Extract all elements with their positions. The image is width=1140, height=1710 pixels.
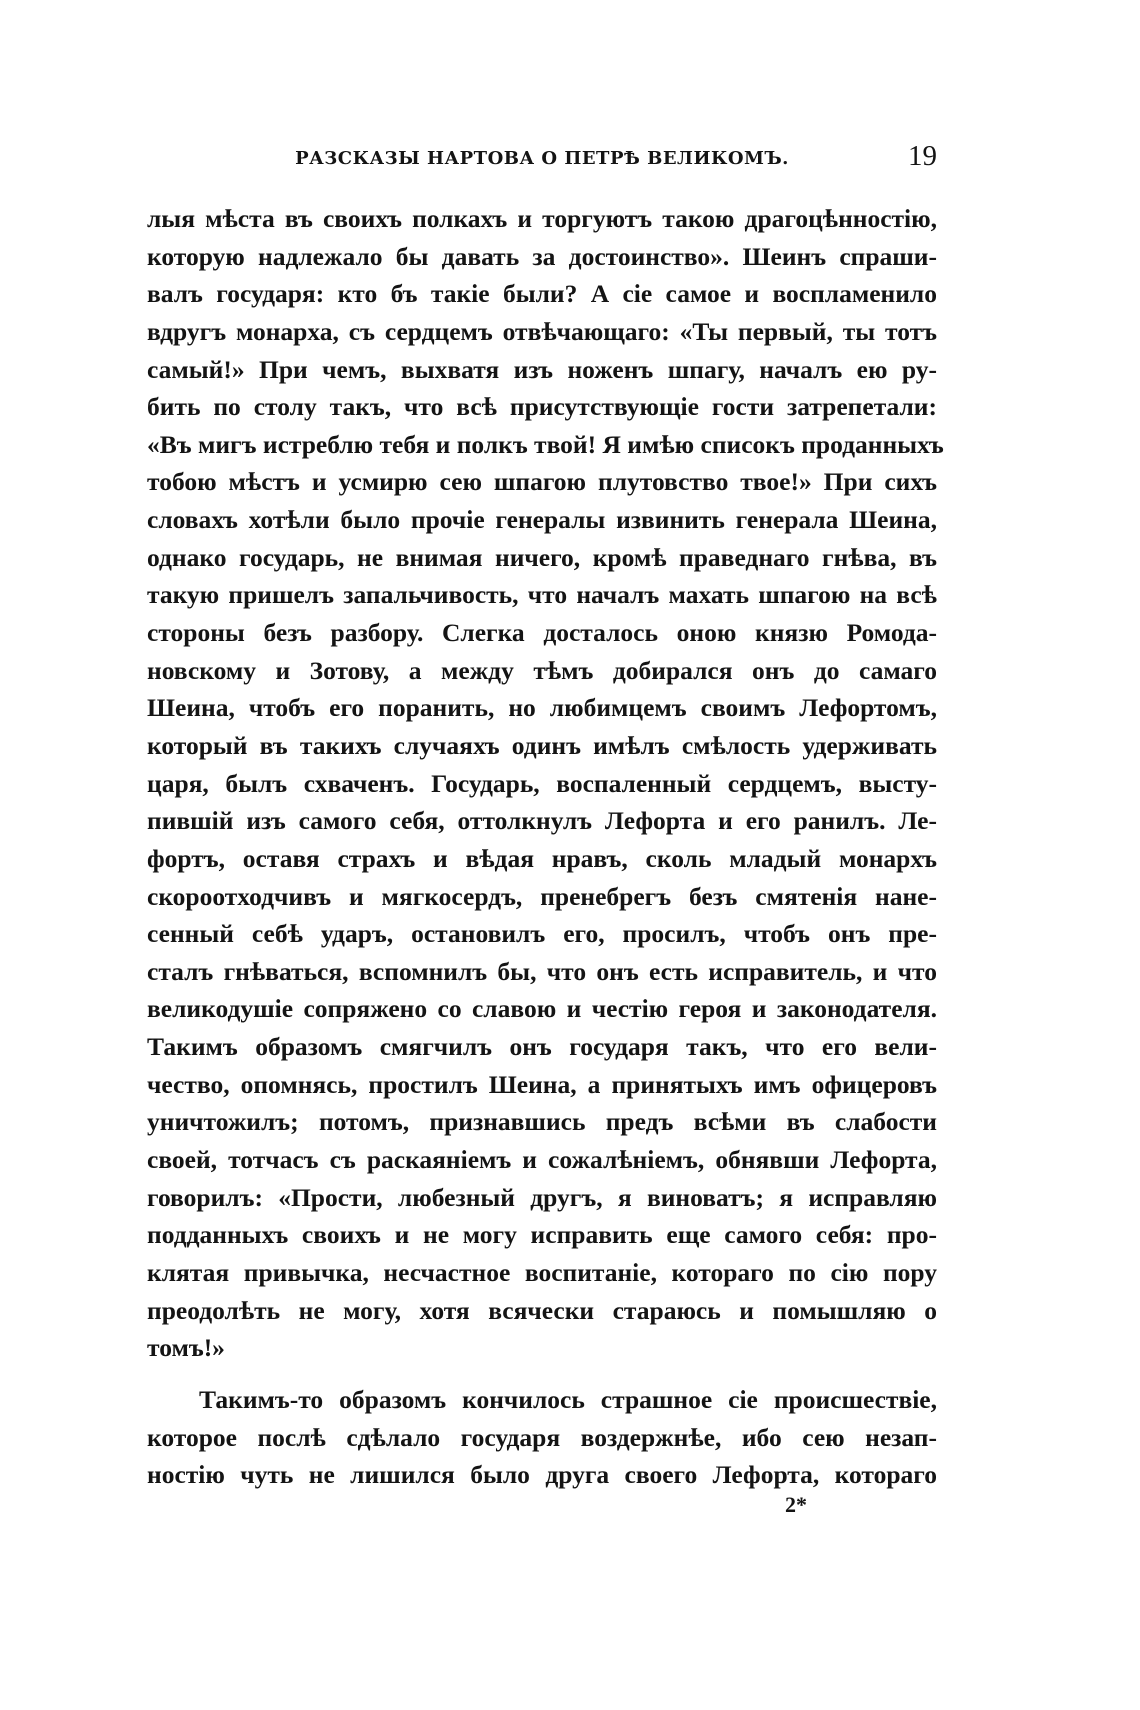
text-line: ностію чуть не лишился было друга своего Лефорта, котораго <box>147 1460 937 1490</box>
text-line: царя, былъ схваченъ. Государь, воспаленный сердцемъ, высту- <box>147 768 937 798</box>
text-line: уничтожилъ; потомъ, признавшись предъ всѣми въ слабости <box>147 1107 937 1137</box>
text-line: новскому и Зотову, а между тѣмъ добирался онъ до самаго <box>147 655 937 685</box>
text-line: подданныхъ своихъ и не могу исправить еще самого себя: про- <box>147 1220 937 1250</box>
running-title: РАЗСКАЗЫ НАРТОВА О ПЕТРѢ ВЕЛИКОМЪ. <box>295 148 789 169</box>
text-line: скороотходчивъ и мягкосердъ, пренебрегъ безъ смятенія нане- <box>147 881 937 911</box>
text-line: который въ такихъ случаяхъ одинъ имѣлъ смѣлость удерживать <box>147 730 937 760</box>
text-line: преодолѣть не могу, хотя всячески стараюсь и помышляю о <box>147 1295 937 1325</box>
text-line: которое послѣ сдѣлало государя воздержнѣе, ибо сею незап- <box>147 1422 937 1452</box>
body-text <box>147 200 944 1494</box>
text-line: вдругъ монарха, съ сердцемъ отвѣчающаго: «Ты первый, ты тотъ <box>147 316 937 346</box>
text-line: томъ!» <box>147 1333 225 1363</box>
text-line: лыя мѣста въ своихъ полкахъ и торгуютъ такою драгоцѣнностію, <box>147 204 937 233</box>
text-line: стороны безъ разбору. Слегка досталось оною князю Ромода- <box>147 618 937 648</box>
text-line: такую пришелъ запальчивость, что началъ махать шпагою на всѣ <box>147 580 937 610</box>
page-number: 19 <box>908 140 937 172</box>
text-line: сенный себѣ ударъ, остановилъ его, просилъ, чтобъ онъ пре- <box>147 919 937 949</box>
text-line: словахъ хотѣли было прочіе генералы извинить генерала Шеина, <box>147 505 937 535</box>
text-line: пившій изъ самого себя, оттолкнулъ Лефорта и его ранилъ. Ле- <box>147 806 937 836</box>
text-line: сталъ гнѣваться, вспомнилъ бы, что онъ есть исправитель, и что <box>147 956 937 986</box>
text-line: тобою мѣстъ и усмирю сею шпагою плутовство твое!» При сихъ <box>147 467 937 497</box>
paragraph-gap <box>147 1367 937 1381</box>
text-line: которую надлежало бы давать за достоинство». Шеинъ спраши- <box>147 241 937 271</box>
text-line: Шеина, чтобъ его поранить, но любимцемъ своимъ Лефортомъ, <box>147 693 937 723</box>
running-head <box>147 140 937 180</box>
paragraph <box>147 200 944 1367</box>
text-line: бить по столу такъ, что всѣ присутствующіе гости затрепетали: <box>147 392 937 422</box>
text-line: чество, опомнясь, простилъ Шеина, а принятыхъ имъ офицеровъ <box>147 1069 937 1099</box>
signature-mark: 2* <box>785 1492 807 1517</box>
text-line: Такимъ-то образомъ кончилось страшное сіе происшествіе, <box>199 1384 937 1414</box>
text-line: валъ государя: кто бъ такіе были? А сіе самое и воспламенило <box>147 279 937 309</box>
text-line: самый!» При чемъ, выхватя изъ ноженъ шпагу, началъ ею ру- <box>147 354 937 384</box>
text-line: великодушіе сопряжено со славою и честію героя и законодателя. <box>147 994 937 1024</box>
text-line: Такимъ образомъ смягчилъ онъ государя такъ, что его вели- <box>147 1032 937 1062</box>
text-line: фортъ, оставя страхъ и вѣдая нравъ, сколь младый монархъ <box>147 843 937 873</box>
text-line: клятая привычка, несчастное воспитаніе, котораго по сію пору <box>147 1257 937 1287</box>
text-line: однако государь, не внимая ничего, кромѣ праведнаго гнѣва, въ <box>147 542 937 572</box>
text-line: «Въ мигъ истреблю тебя и полкъ твой! Я имѣю списокъ проданныхъ <box>147 429 944 459</box>
text-line: своей, тотчасъ съ раскаяніемъ и сожалѣніемъ, обнявши Лефорта, <box>147 1145 937 1175</box>
text-line: говорилъ: «Прости, любезный другъ, я виноватъ; я исправляю <box>147 1182 937 1212</box>
paragraph <box>147 1381 937 1494</box>
